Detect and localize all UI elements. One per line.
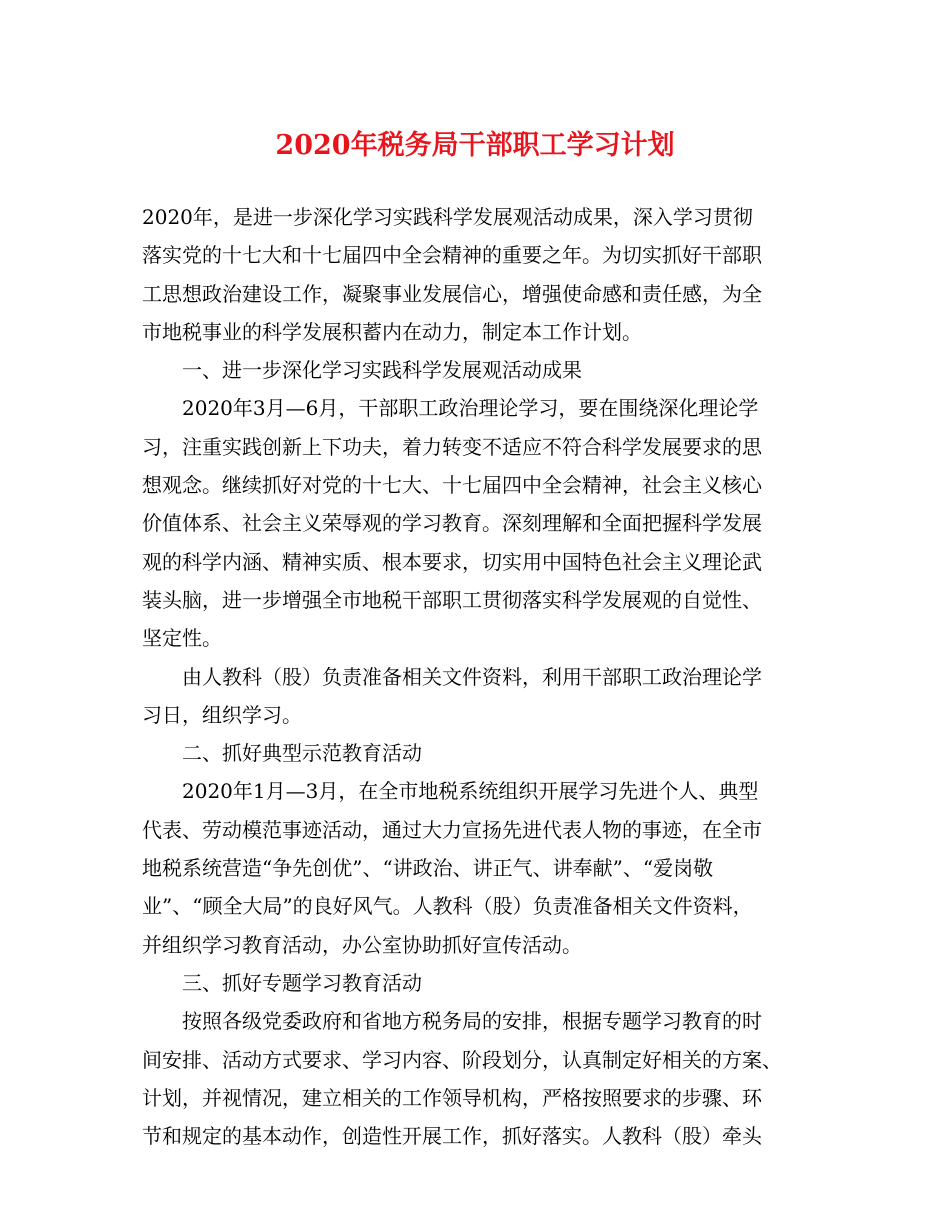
text-line: 2020年3月—6月，干部职工政治理论学习，要在围绕深化理论学	[182, 396, 759, 421]
text-line: 按照各级党委政府和省地方税务局的安排，根据专题学习教育的时	[182, 1009, 762, 1034]
text-line: 节和规定的基本动作，创造性开展工作，抓好落实。人教科（股）牵头	[142, 1124, 762, 1149]
text-line: 市地税事业的科学发展积蓄内在动力，制定本工作计划。	[142, 319, 642, 344]
text-line: 代表、劳动模范事迹活动，通过大力宣扬先进代表人物的事迹，在全市	[142, 817, 762, 842]
text-line: 2020年，是进一步深化学习实践科学发展观活动成果，深入学习贯彻	[142, 205, 753, 229]
text-line: 间安排、活动方式要求、学习内容、阶段划分，认真制定好相关的方案、	[142, 1047, 782, 1072]
document-body	[142, 198, 812, 1155]
text-line: 价值体系、社会主义荣辱观的学习教育。深刻理解和全面把握科学发展	[142, 511, 762, 536]
text-line: 工思想政治建设工作，凝聚事业发展信心，增强使命感和责任感，为全	[142, 281, 762, 306]
text-line: 业”、“顾全大局”的良好风气。人教科（股）负责准备相关文件资料，	[142, 894, 753, 919]
text-line: 2020年1月—3月，在全市地税系统组织开展学习先进个人、典型	[182, 779, 759, 804]
document-title: 2020年税务局干部职工学习计划	[275, 130, 675, 161]
text-line: 地税系统营造“争先创优”、“讲政治、讲正气、讲奉献”、“爱岗敬	[142, 856, 714, 881]
text-line: 观的科学内涵、精神实质、根本要求，切实用中国特色社会主义理论武	[142, 549, 762, 574]
text-line: 三、抓好专题学习教育活动	[182, 970, 422, 995]
text-line: 由人教科（股）负责准备相关文件资料，利用干部职工政治理论学	[182, 664, 762, 689]
text-line: 装头脑，进一步增强全市地税干部职工贯彻落实科学发展观的自觉性、	[142, 587, 762, 612]
text-line: 想观念。继续抓好对党的十七大、十七届四中全会精神，社会主义核心	[142, 473, 762, 498]
text-line: 一、进一步深化学习实践科学发展观活动成果	[182, 358, 582, 383]
text-line: 计划，并视情况，建立相关的工作领导机构，严格按照要求的步骤、环	[142, 1085, 762, 1110]
text-line: 落实党的十七大和十七届四中全会精神的重要之年。为切实抓好干部职	[142, 243, 762, 268]
text-line: 并组织学习教育活动，办公室协助抓好宣传活动。	[142, 932, 582, 957]
text-line: 习日，组织学习。	[142, 702, 302, 727]
text-line: 习，注重实践创新上下功夫，着力转变不适应不符合科学发展要求的思	[142, 434, 762, 459]
text-line: 坚定性。	[142, 626, 222, 651]
text-line: 二、抓好典型示范教育活动	[182, 741, 422, 766]
